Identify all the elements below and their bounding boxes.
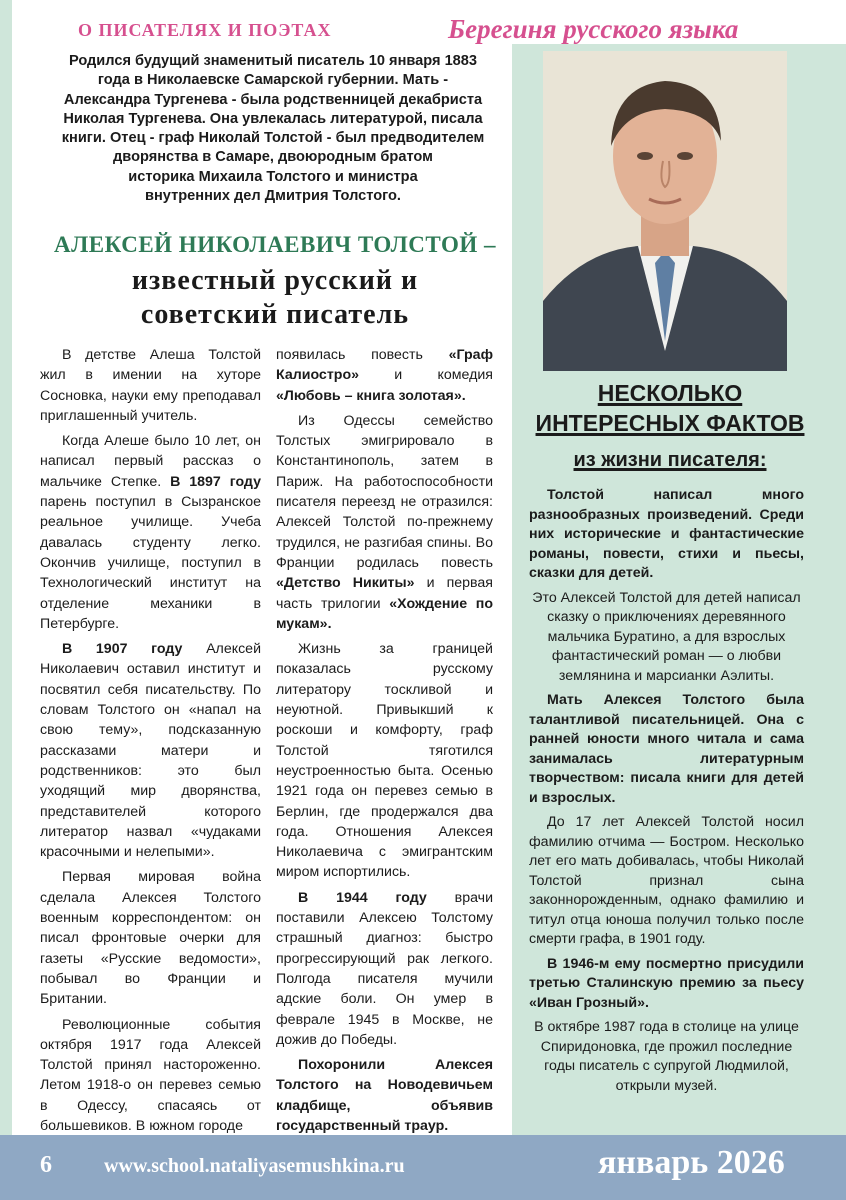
fact-paragraph: Это Алексей Толстой для детей написал сказку о приключениях деревянного мальчика Буратино, а для взрослых фантастический роман — о любви землянина и марсианки Аэлиты.: [532, 589, 801, 684]
paragraph: Когда Алеше было 10 лет, он написал первый рассказ о мальчике Степке. В 1897 году парень поступил в Сызранское реальное училище. Учеба давалась студенту легко. Окончив училище, поступил в Технологический институт на отделение механики в Петербурге.: [40, 433, 261, 632]
paragraph: Революционные события октября 1917 года Алексей Толстой принял настороженно. Летом 1918-о он перевез семью в Одессу, спасаясь от большевиков. В южном городе: [40, 1016, 261, 1134]
intro-line: дворянства в Самаре, двоюродным братом: [113, 149, 433, 166]
website-link[interactable]: www.school.nataliyasemushkina.ru: [104, 1155, 405, 1177]
intro-line: Александра Тургенева - была родственницей декабриста: [63, 91, 483, 108]
intro-line: внутренних дел Дмитрия Толстого.: [145, 188, 401, 205]
intro-line: Родился будущий знаменитый писатель 10 января 1883: [68, 53, 478, 69]
portrait-illustration: [543, 51, 787, 371]
page-number: 6: [40, 1152, 52, 1178]
paragraph: появилась повесть «Граф Калиостро» и комедия «Любовь – книга золотая».: [276, 347, 493, 404]
fact-paragraph: До 17 лет Алексей Толстой носил фамилию отчима — Бостром. Несколько лет его мать добивалась, чтобы Николай Толстой признал сына законнорожденным, однако фамилию и титул отца юноша получил только после смерти графа, в 1901 году.: [529, 814, 804, 947]
publication-title: Берегиня русского языка: [448, 14, 739, 44]
fact-lead: В 1946-м ему посмертно присудили третью Сталинскую премию за пьесу «Иван Грозный».: [529, 955, 804, 1011]
intro-paragraph: [48, 52, 498, 206]
fact-paragraph: В октябре 1987 года в столице на улице Спиридоновка, где прожил последние годы писатель с супругой Людмилой, открыли музей.: [534, 1019, 799, 1094]
article-title-line: известный русский и: [131, 265, 419, 296]
paragraph: В детстве Алеша Толстой жил в имении на хуторе Сосновка, науки ему преподавал приглашенный учитель.: [40, 347, 261, 424]
fact-lead: Мать Алексея Толстого была талантливой писательницей. Она с ранней юности много читала и сама занималась литературным творчеством: писала книги для детей и взрослых.: [529, 692, 804, 806]
facts-text: [529, 486, 804, 1101]
intro-line: Николая Тургенева. Она увлекалась литературой, писала: [63, 110, 483, 127]
article-column-2: [276, 345, 493, 1141]
paragraph: Похоронили Алексея Толстого на Новодевичьем кладбище, объявив государственный траур.: [276, 1057, 493, 1134]
intro-line: года в Николаевске Самарской губернии. Мать -: [97, 72, 449, 89]
paragraph: В 1907 году Алексей Николаевич оставил институт и посвятил себя писательству. По словам Толстого он «напал на свою тему», подсказанную рассказами матери и родственников: это был уходящий мир дворянства, представителей которого литератор назвал «чудаками красочными и нелепыми».: [40, 641, 261, 861]
page-border-left: [0, 0, 12, 1135]
paragraph: В 1944 году врачи поставили Алексею Толстому страшный диагноз: быстро прогрессирующий рак легкого. Полгода писателя мучили адские боли. Он умер в феврале 1945 в Москве, не дожив до Победы.: [276, 889, 493, 1048]
paragraph: Жизнь за границей показалась русскому литератору тоскливой и неуютной. Привыкший к роскоши и комфорту, граф Толстой тяготился неустроенностью быта. Осенью 1921 года он перевез семью в Берлин, где продержался два года. Отношения Алексея Николаевича с эмигрантским миром испортились.: [276, 641, 493, 881]
article-title-subtitle: [40, 264, 510, 332]
fact-lead: Толстой написал много разнообразных произведений. Среди них исторические и фантастические романы, повести, стихи и пьесы, сказки для детей.: [529, 487, 804, 581]
paragraph: Первая мировая война сделала Алексея Толстого военным корреспондентом: он писал фронтовые очерки для газеты «Русские ведомости», побывал во Франции и Британии.: [40, 869, 261, 1008]
section-header: О ПИСАТЕЛЯХ И ПОЭТАХ: [78, 20, 332, 40]
issue-date: январь 2026: [598, 1144, 785, 1181]
facts-heading: [520, 378, 820, 438]
article-column-1: [40, 345, 261, 1141]
intro-line: историка Михаила Толстого и министра: [128, 168, 418, 185]
article-title-name: АЛЕКСЕЙ НИКОЛАЕВИЧ ТОЛСТОЙ –: [54, 232, 496, 257]
facts-heading-line: ИНТЕРЕСНЫХ ФАКТОВ: [535, 410, 805, 436]
paragraph: Из Одессы семейство Толстых эмигрировало в Константинополь, затем в Париж. На работоспособности писателя переезд не отразился: Алексей Толстой по-прежнему трудился, не разгибая спины. Во Франции родилась повесть «Детство Никиты» и первая часть трилогии «Хождение по мукам».: [276, 412, 493, 632]
article-title-line: советский писатель: [140, 299, 410, 330]
facts-subheading: из жизни писателя:: [573, 449, 767, 471]
author-portrait: [543, 51, 787, 371]
intro-line: книги. Отец - граф Николай Толстой - был предводителем: [61, 130, 485, 147]
facts-heading-line: НЕСКОЛЬКО: [597, 380, 743, 406]
